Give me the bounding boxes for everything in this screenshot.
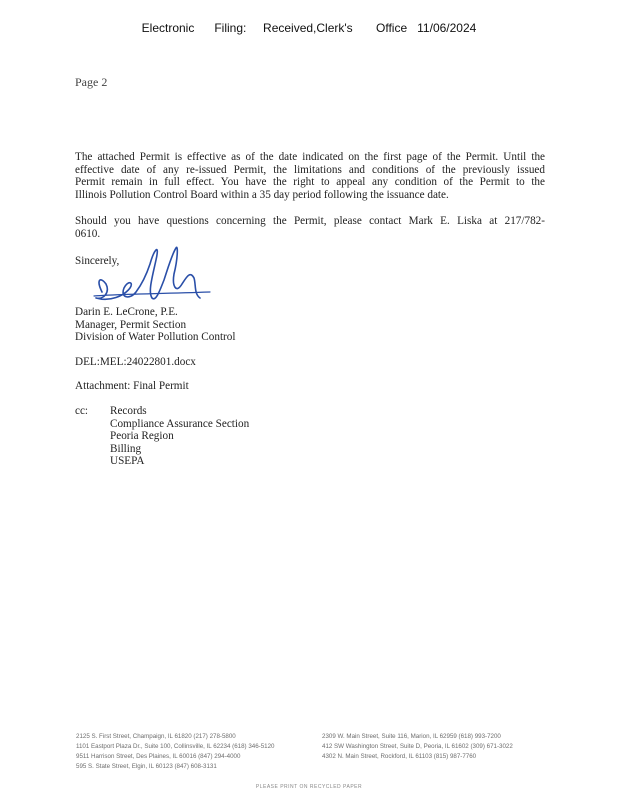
- signer-name: Darin E. LeCrone, P.E.: [75, 306, 178, 318]
- signer-division: Division of Water Pollution Control: [75, 331, 236, 343]
- footer-address: 2125 S. First Street, Champaign, IL 61820 (217) 278-5800: [76, 733, 236, 740]
- efiling-header: Electronic Filing: Received,Clerk's Office 11/06/2024: [141, 21, 477, 35]
- footer-addresses-left: [76, 732, 274, 772]
- reference-code: DEL:MEL:24022801.docx: [75, 356, 196, 368]
- paragraph-line: Illinois Pollution Control Board within a 35 day period following the issuance date.: [75, 188, 449, 201]
- footer-addresses-right: [322, 732, 513, 762]
- footer-address: 4302 N. Main Street, Rockford, IL 61103 (815) 987-7760: [322, 753, 477, 760]
- signer-title: Manager, Permit Section: [75, 318, 187, 331]
- footer-address: 412 SW Washington Street, Suite D, Peoria, IL 61602 (309) 671-3022: [322, 743, 513, 750]
- paragraph-contact: [75, 215, 545, 240]
- recycled-paper-note: PLEASE PRINT ON RECYCLED PAPER: [255, 784, 363, 790]
- signature-block: [75, 306, 236, 344]
- cc-item: Peoria Region: [110, 430, 174, 442]
- footer-address: 2309 W. Main Street, Suite 116, Marion, IL 62959 (618) 993-7200: [322, 733, 501, 740]
- handwritten-signature: [90, 240, 220, 310]
- cc-item: Compliance Assurance Section: [110, 417, 250, 430]
- paragraph-effective-date: [75, 151, 545, 201]
- paragraph-line: 0610.: [75, 227, 101, 240]
- footer-address: 1101 Eastport Plaza Dr., Suite 100, Collinsville, IL 62234 (618) 346-5120: [76, 743, 275, 750]
- footer-address: 9511 Harrison Street, Des Plaines, IL 60016 (847) 294-4000: [76, 753, 241, 760]
- closing-salutation: Sincerely,: [75, 255, 120, 267]
- cc-item: Billing: [110, 442, 142, 455]
- attachment-line: Attachment: Final Permit: [75, 380, 189, 392]
- page-number: Page 2: [75, 75, 108, 89]
- paragraph-line: Should you have questions concerning the Permit, please contact Mark E. Liska at 217/782-: [75, 215, 545, 227]
- paragraph-line: The attached Permit is effective as of the date indicated on the first page of the Permit. Until the: [75, 151, 545, 163]
- footer-address: 595 S. State Street, Elgin, IL 60123 (847) 608-3131: [76, 763, 217, 770]
- cc-label: cc:: [75, 405, 89, 417]
- cc-item: Records: [110, 405, 147, 417]
- cc-item: USEPA: [110, 455, 145, 467]
- paragraph-line: effective date of any re-issued Permit, the limitations and conditions of the previously issued: [75, 163, 545, 176]
- cc-list: [110, 405, 249, 468]
- paragraph-line: Permit remain in full effect. You have the right to appeal any condition of the Permit to the: [75, 176, 545, 188]
